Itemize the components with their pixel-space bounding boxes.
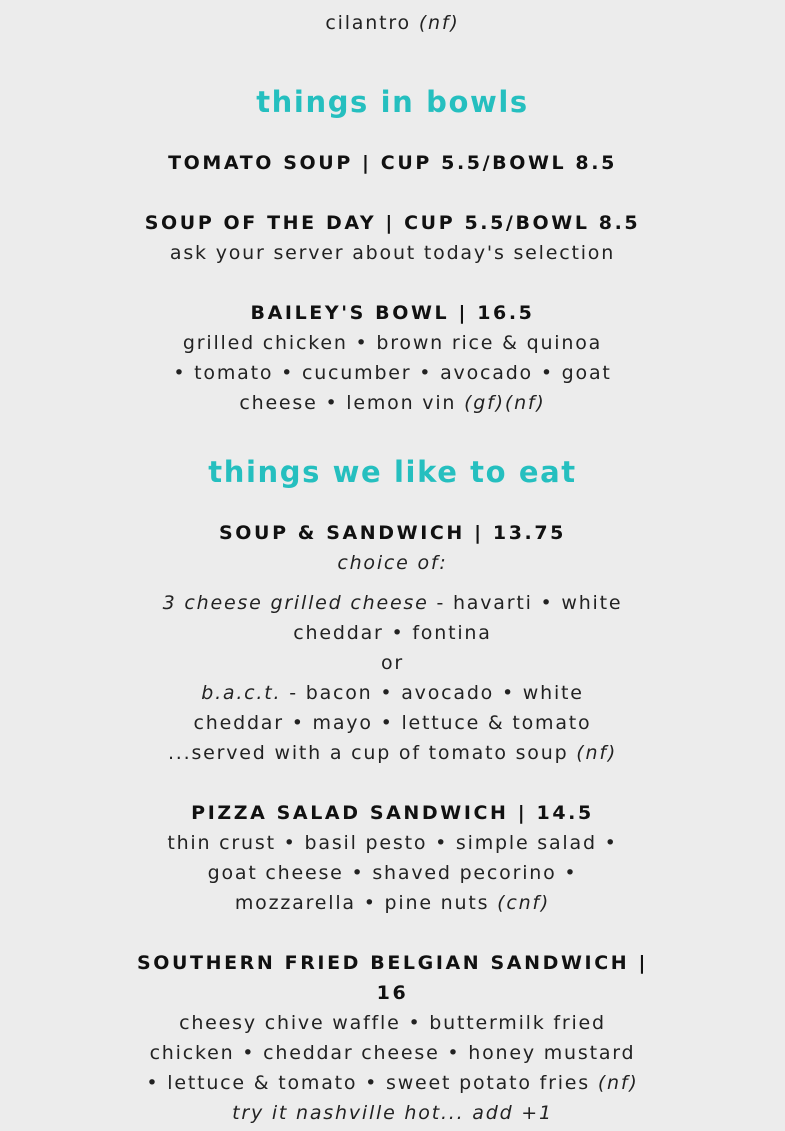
- item-description-southern-1: cheesy chive waffle • buttermilk fried: [179, 1012, 606, 1034]
- diet-tag: (nf): [418, 12, 460, 34]
- option-name: b.a.c.t.: [201, 682, 282, 704]
- item-description-southern-2: chicken • cheddar cheese • honey mustard: [149, 1042, 636, 1064]
- item-description-soup-of-the-day: ask your server about today's selection: [169, 242, 616, 264]
- item-title-pizza-salad-sandwich: PIZZA SALAD SANDWICH | 14.5: [191, 802, 594, 824]
- description-text: cheese • lemon vin: [239, 392, 457, 414]
- item-description-baileys-bowl-1: grilled chicken • brown rice & quinoa: [182, 332, 603, 354]
- section-heading-eat: things we like to eat: [208, 455, 577, 489]
- item-description-baileys-bowl-3: [0, 388, 785, 418]
- option-bact-2: cheddar • mayo • lettuce & tomato: [193, 712, 592, 734]
- item-note-nashville-hot: try it nashville hot... add +1: [232, 1102, 553, 1124]
- choice-of-label: choice of:: [337, 552, 448, 574]
- diet-tag: (nf): [576, 742, 618, 764]
- diet-tag: (gf)(nf): [464, 392, 546, 414]
- item-title-southern-fried-1: SOUTHERN FRIED BELGIAN SANDWICH |: [136, 952, 649, 974]
- item-title-tomato-soup: TOMATO SOUP | CUP 5.5/BOWL 8.5: [168, 152, 617, 174]
- top-item-description: [0, 8, 785, 38]
- item-title-southern-fried-2: 16: [376, 982, 409, 1004]
- option-grilled-cheese-2: cheddar • fontina: [293, 622, 492, 644]
- item-title-soup-and-sandwich: SOUP & SANDWICH | 13.75: [219, 522, 566, 544]
- item-title-soup-of-the-day: SOUP OF THE DAY | CUP 5.5/BOWL 8.5: [144, 212, 641, 234]
- description-text: mozzarella • pine nuts: [234, 892, 490, 914]
- served-with-note: [0, 738, 785, 768]
- description-text: ...served with a cup of tomato soup: [167, 742, 569, 764]
- description-text: - havarti • white: [428, 592, 623, 614]
- option-name: 3 cheese grilled cheese: [162, 592, 429, 614]
- item-description-southern-3: [0, 1068, 785, 1098]
- diet-tag: (cnf): [497, 892, 551, 914]
- description-text: • lettuce & tomato • sweet potato fries: [146, 1072, 590, 1094]
- diet-tag: (nf): [597, 1072, 639, 1094]
- item-description-pizza-1: thin crust • basil pesto • simple salad •: [167, 832, 618, 854]
- item-description-pizza-3: [0, 888, 785, 918]
- item-title-baileys-bowl: BAILEY'S BOWL | 16.5: [250, 302, 535, 324]
- item-description-baileys-bowl-2: • tomato • cucumber • avocado • goat: [173, 362, 612, 384]
- option-bact-1: [0, 678, 785, 708]
- section-heading-bowls: things in bowls: [256, 85, 529, 119]
- option-grilled-cheese-1: [0, 588, 785, 618]
- description-text: cilantro: [325, 12, 411, 34]
- description-text: - bacon • avocado • white: [281, 682, 584, 704]
- item-description-pizza-2: goat cheese • shaved pecorino •: [207, 862, 578, 884]
- or-separator: or: [380, 652, 405, 674]
